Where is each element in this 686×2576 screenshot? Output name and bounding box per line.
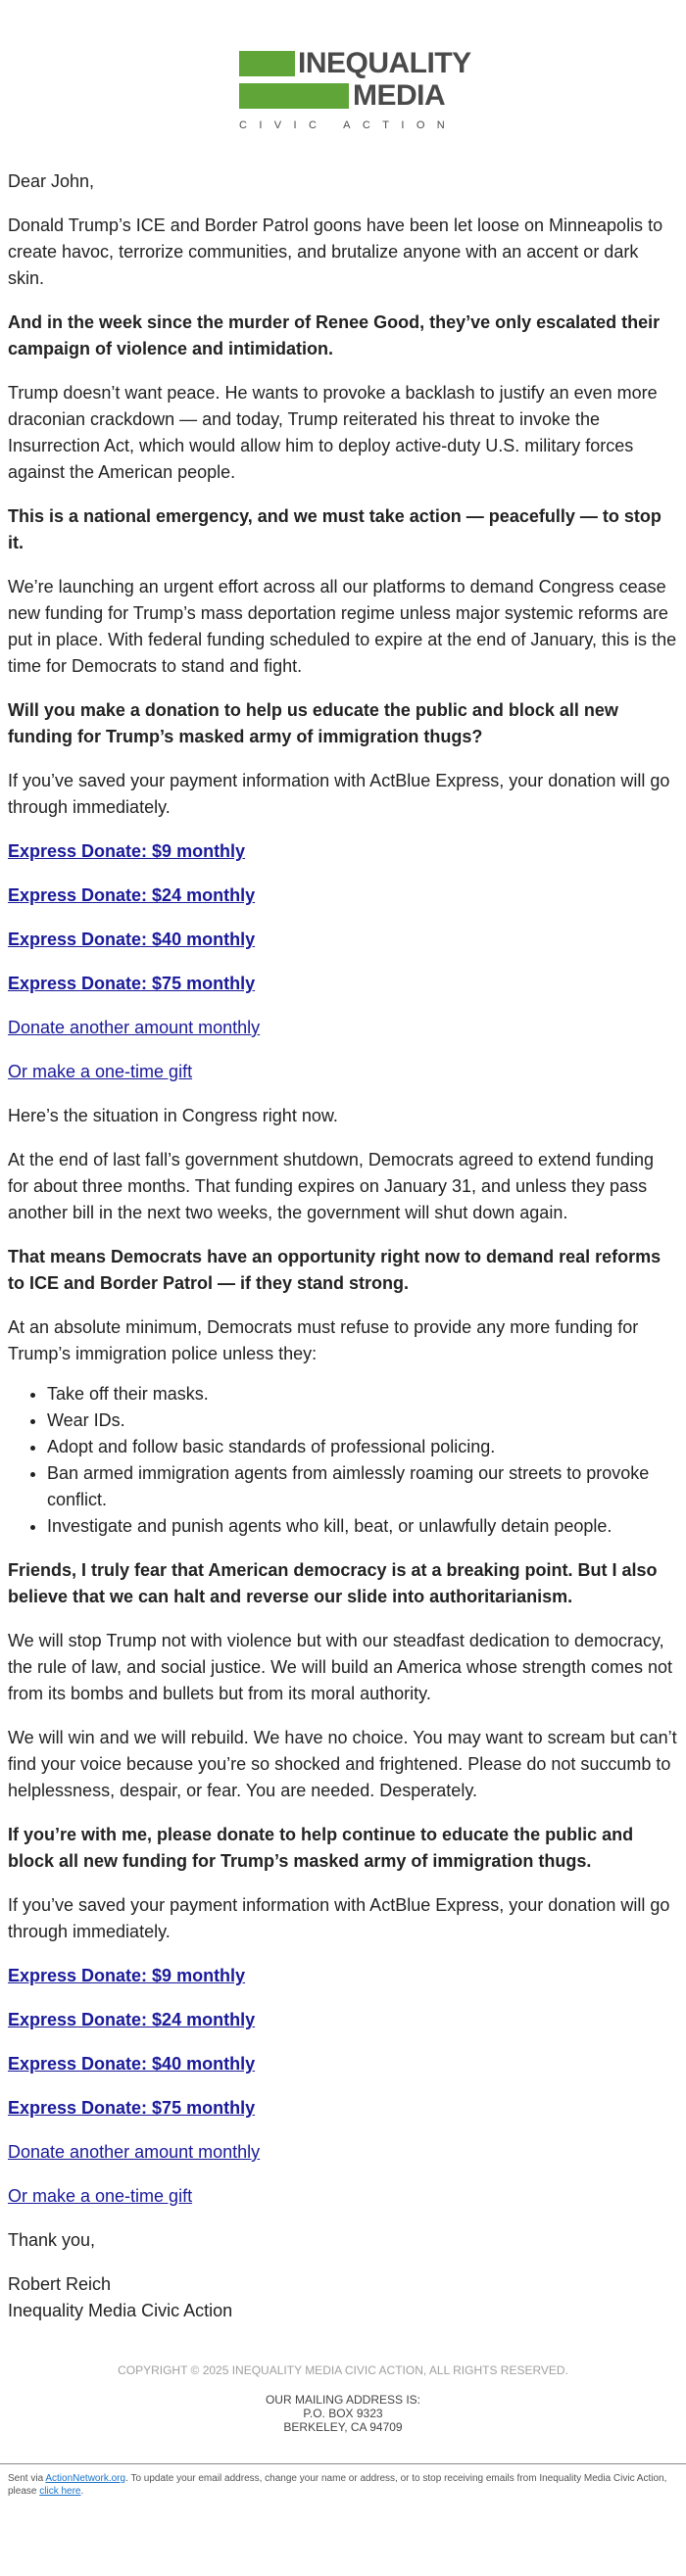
express-donate-75-link[interactable]: Express Donate: $75 monthly <box>8 974 256 993</box>
unsubscribe-notice <box>0 2463 686 2498</box>
paragraph-1: Donald Trump’s ICE and Border Patrol goons have been let loose on Minneapolis to create havoc, terrorize communities, and brutalize anyone with an accent or dark skin. <box>8 215 663 288</box>
express-donate-24-link[interactable]: Express Donate: $24 monthly <box>8 885 256 905</box>
list-item: • Take off their masks. <box>47 1381 678 1407</box>
paragraph-13: We will stop Trump not with violence but with our steadfast dedication to democracy, the rule of law, and social justice. We will build an America whose strength comes not from its bombs and bullets but from its moral authority. <box>8 1631 673 1703</box>
signature-name: Robert Reich <box>8 2274 112 2294</box>
express-donate-9-link-2[interactable]: Express Donate: $9 monthly <box>8 1966 246 1985</box>
demands-list <box>8 1381 678 1540</box>
signature-org: Inequality Media Civic Action <box>8 2301 233 2320</box>
list-item: • Investigate and punish agents who kill, beat, or unlawfully detain people. <box>47 1513 678 1540</box>
list-item: • Adopt and follow basic standards of professional policing. <box>47 1434 678 1460</box>
copyright-notice: COPYRIGHT © 2025 INEQUALITY MEDIA CIVIC ACTION, ALL RIGHTS RESERVED. <box>118 2363 568 2377</box>
paragraph-12: Friends, I truly fear that American democracy is at a breaking point. But I also believe that we can halt and reverse our slide into authoritarianism. <box>8 1560 658 1606</box>
mailing-address <box>0 2393 686 2434</box>
list-item: • Wear IDs. <box>47 1407 678 1434</box>
paragraph-9: At the end of last fall’s government shutdown, Democrats agreed to extend funding for about three months. That funding expires on January 31, and unless they pass another bill in the next two weeks, the government will shut down again. <box>8 1150 655 1222</box>
paragraph-10: That means Democrats have an opportunity right now to demand real reforms to ICE and Border Patrol — if they stand strong. <box>8 1247 662 1293</box>
express-donate-40-link-2[interactable]: Express Donate: $40 monthly <box>8 2054 256 2074</box>
paragraph-6: Will you make a donation to help us educate the public and block all new funding for Trump’s masked army of immigration thugs? <box>8 700 618 746</box>
mailing-address-line-1: P.O. BOX 9323 <box>303 2407 383 2420</box>
paragraph-8: Here’s the situation in Congress right now. <box>8 1106 338 1125</box>
inequality-media-logo <box>239 47 471 137</box>
paragraph-15: If you’re with me, please donate to help continue to educate the public and block all new funding for Trump’s masked army of immigration thugs. <box>8 1825 634 1871</box>
logo-word-inequality: INEQUALITY <box>298 47 471 79</box>
paragraph-7: If you’ve saved your payment information with ActBlue Express, your donation will go through immediately. <box>8 771 670 817</box>
logo-tagline: CIVIC ACTION <box>239 119 458 131</box>
one-time-gift-link[interactable]: Or make a one-time gift <box>8 1062 193 1081</box>
paragraph-3: Trump doesn’t want peace. He wants to provoke a backlash to justify an even more draconian crackdown — and today, Trump reiterated his threat to invoke the Insurrection Act, which would allow him to deploy active-duty U.S. military forces against the American people. <box>8 383 658 482</box>
paragraph-2: And in the week since the murder of Renee Good, they’ve only escalated their campaign of violence and intimidation. <box>8 312 661 358</box>
sent-via-text: Sent via <box>8 2473 46 2484</box>
action-network-link[interactable]: ActionNetwork.org <box>45 2473 126 2484</box>
logo-word-media: MEDIA <box>353 79 446 112</box>
mailing-address-label: OUR MAILING ADDRESS IS: <box>265 2393 421 2407</box>
one-time-gift-link-2[interactable]: Or make a one-time gift <box>8 2186 193 2206</box>
paragraph-5: We’re launching an urgent effort across all our platforms to demand Congress cease new funding for Trump’s mass deportation regime unless major systemic reforms are put in place. With federal funding scheduled to expire at the end of January, this is the time for Democrats to stand and fight. <box>8 577 677 676</box>
email-page <box>0 49 686 2498</box>
logo-bar-bottom <box>239 83 349 109</box>
express-donate-75-link-2[interactable]: Express Donate: $75 monthly <box>8 2098 256 2118</box>
unsubscribe-text: . To update your email address, change your name or address, or to stop receiving emails from Inequality Media Civic Action, please <box>8 2473 667 2497</box>
donate-other-amount-link[interactable]: Donate another amount monthly <box>8 1018 261 1037</box>
logo-bar-top <box>239 51 295 76</box>
email-body <box>0 168 686 2324</box>
thanks-line: Thank you, <box>8 2230 96 2250</box>
express-donate-40-link[interactable]: Express Donate: $40 monthly <box>8 930 256 949</box>
unsubscribe-period: . <box>80 2486 84 2497</box>
paragraph-4: This is a national emergency, and we must take action — peacefully — to stop it. <box>8 506 662 552</box>
greeting: Dear John, <box>8 171 95 191</box>
paragraph-14: We will win and we will rebuild. We have no choice. You may want to scream but can’t find your voice because you’re so shocked and frightened. Please do not succumb to helplessness, despair, or fear. You are needed. Desperately. <box>8 1728 677 1800</box>
footer <box>0 2363 686 2434</box>
paragraph-11: At an absolute minimum, Democrats must refuse to provide any more funding for Trump’s immigration police unless they: <box>8 1317 639 1363</box>
click-here-link[interactable]: click here <box>39 2486 81 2497</box>
list-item: • Ban armed immigration agents from aimlessly roaming our streets to provoke conflict. <box>47 1460 678 1513</box>
express-donate-24-link-2[interactable]: Express Donate: $24 monthly <box>8 2010 256 2029</box>
mailing-address-line-2: BERKELEY, CA 94709 <box>283 2420 403 2434</box>
express-donate-9-link[interactable]: Express Donate: $9 monthly <box>8 841 246 861</box>
paragraph-16: If you’ve saved your payment information with ActBlue Express, your donation will go through immediately. <box>8 1895 670 1941</box>
donate-other-amount-link-2[interactable]: Donate another amount monthly <box>8 2142 261 2162</box>
